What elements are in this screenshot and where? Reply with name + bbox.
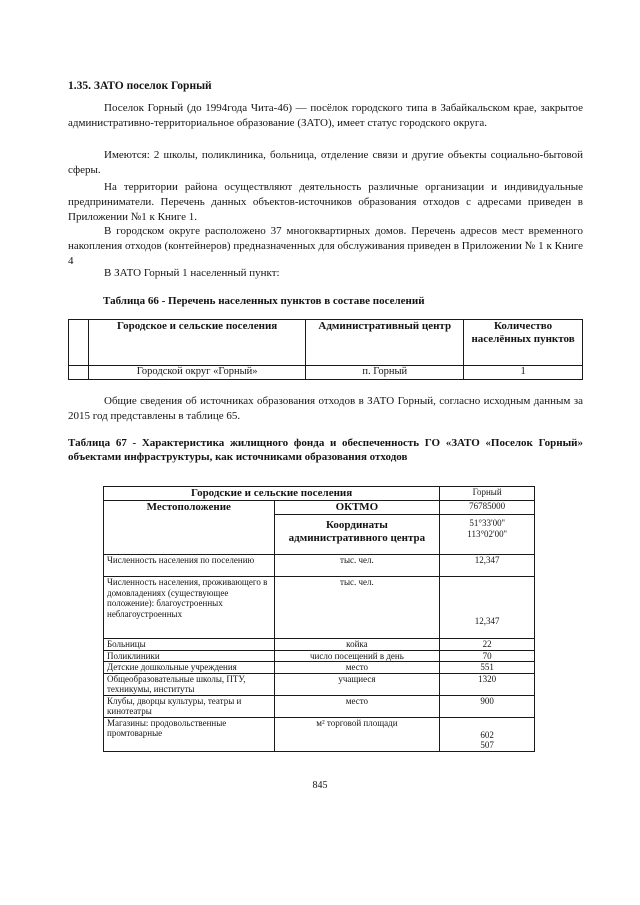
t67-row-unit: место xyxy=(274,695,440,717)
page-number: 845 xyxy=(312,780,328,791)
t67-row-value xyxy=(440,717,535,751)
t67-value-food: 602 xyxy=(480,729,494,740)
t67-row-name: Поликлиники xyxy=(104,650,275,662)
table67-caption: Таблица 67 - Характеристика жилищного фонда и обеспеченность ГО «ЗАТО «Поселок Горный» объектами инфраструктуры, как источниками образования отходов xyxy=(68,437,583,463)
paragraph-4: В городском округе расположено 37 многоквартирных домов. Перечень адресов мест временного накопления отходов (контейнеров) предназначенных для обслуживания приведен в Приложении № 1 к Книге 4 xyxy=(68,225,583,267)
t67-row-unit: койка xyxy=(274,639,440,651)
t67-row-value: 70 xyxy=(440,650,535,662)
t67-row-unit: тыс. чел. xyxy=(274,555,440,577)
t67-coords-value xyxy=(440,515,535,555)
t66-cell-center: п. Горный xyxy=(306,366,464,380)
paragraph-2: Имеются: 2 школы, поликлиника, больница, отделение связи и другие объекты социально-бытовой сферы. xyxy=(68,149,583,176)
t67-header-location: Местоположение xyxy=(104,501,275,555)
t66-header-settlements: Городское и сельские поселения xyxy=(88,320,305,366)
t67-row-value: 12,347 xyxy=(440,555,535,577)
t67-header-settlements: Городские и сельские поселения xyxy=(104,487,440,501)
t67-row-value: 551 xyxy=(440,662,535,674)
t67-row-value: 12,347 xyxy=(440,577,535,639)
t66-cell-settlement: Городской округ «Горный» xyxy=(88,366,305,380)
t67-row-unit: учащиеся xyxy=(274,673,440,695)
t67-row-name: Численность населения по поселению xyxy=(104,555,275,577)
t67-header-gorny: Горный xyxy=(440,487,535,501)
paragraph-3: На территории района осуществляют деятельность различные организации и индивидуальные предприниматели. Перечень данных объектов-источников образования отходов с адресами приведен в Приложении №1 к Книге 1. xyxy=(68,181,583,223)
t67-row-unit: место xyxy=(274,662,440,674)
t66-header-admin-center: Административный центр xyxy=(306,320,464,366)
t67-row-name: Больницы xyxy=(104,639,275,651)
table66-caption: Таблица 66 - Перечень населенных пунктов в составе поселений xyxy=(103,295,425,307)
t67-header-oktmo: ОКТМО xyxy=(274,501,440,515)
t67-row-name: Общеобразовательные школы, ПТУ, техникумы, институты xyxy=(104,673,275,695)
table-67 xyxy=(103,486,535,752)
paragraph-after-table66: Общие сведения об источниках образования отходов в ЗАТО Горный, согласно исходным данным за 2015 год представлены в таблице 65. xyxy=(68,395,583,422)
t67-oktmo-value: 76785000 xyxy=(440,501,535,515)
t67-row-unit: тыс. чел. xyxy=(274,577,440,639)
t67-value-nonfood: 507 xyxy=(480,740,494,750)
t67-row-name: Клубы, дворцы культуры, театры и кинотеатры xyxy=(104,695,275,717)
t67-row-unit: м² торговой площади xyxy=(274,717,440,751)
t67-coords-lon: 113°02'00'' xyxy=(467,528,507,539)
t66-cell-count: 1 xyxy=(464,366,583,380)
paragraph-1: Поселок Горный (до 1994года Чита-46) — посёлок городского типа в Забайкальском крае, закрытое административно-территориальное образование (ЗАТО), имеет статус городского округа. xyxy=(68,102,583,129)
t67-row-unit: число посещений в день xyxy=(274,650,440,662)
paragraph-5: В ЗАТО Горный 1 населенный пункт: xyxy=(104,267,280,279)
t67-header-coords: Координаты административного центра xyxy=(274,515,440,555)
section-heading: 1.35. ЗАТО поселок Горный xyxy=(68,80,212,92)
t67-row-name: Численность населения, проживающего в домовладениях (существующее положение): благоустроенных неблагоустроенных xyxy=(104,577,275,639)
t67-row-value: 1320 xyxy=(440,673,535,695)
t66-header-count: Количество населённых пунктов xyxy=(464,320,583,366)
t67-row-value: 900 xyxy=(440,695,535,717)
t67-coords-lat: 51°33'00'' xyxy=(469,518,505,528)
t67-row-name: Магазины: продовольственные промтоварные xyxy=(104,717,275,751)
table-66 xyxy=(68,319,583,380)
t67-row-value: 22 xyxy=(440,639,535,651)
t67-row-name: Детские дошкольные учреждения xyxy=(104,662,275,674)
